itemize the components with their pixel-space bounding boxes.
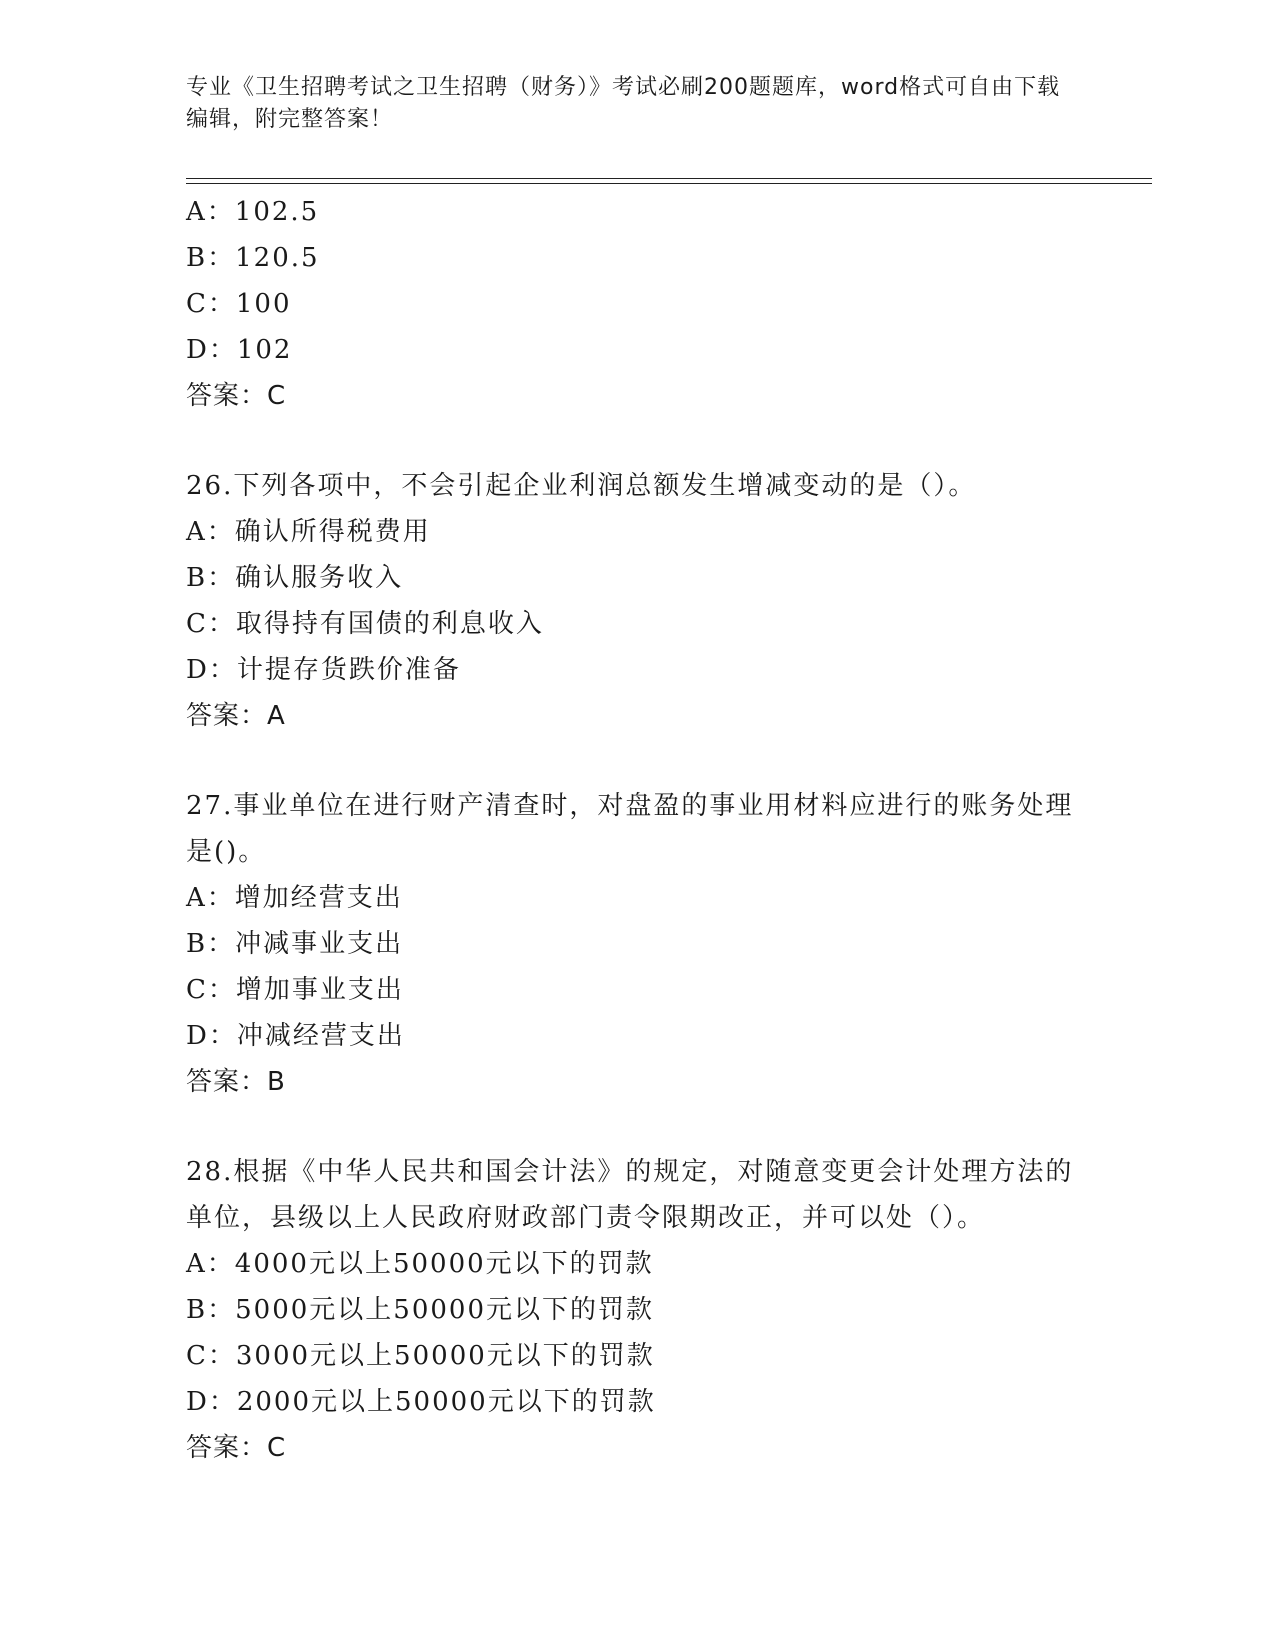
previous-question-block <box>186 189 1086 419</box>
answer-line: 答案：C <box>186 381 287 411</box>
option-c: C：100 <box>186 289 292 319</box>
option-a: A：102.5 <box>186 197 320 227</box>
question-26 <box>186 463 1086 739</box>
answer-line: 答案：B <box>186 1067 286 1097</box>
option-c: C：增加事业支出 <box>186 975 404 1005</box>
option-b: B：冲减事业支出 <box>186 929 404 959</box>
header-divider-bottom <box>186 183 1152 184</box>
option-d: D：计提存货跌价准备 <box>186 655 461 685</box>
answer-line: 答案：C <box>186 1433 287 1463</box>
option-a: A：确认所得税费用 <box>186 517 431 547</box>
option-b: B：120.5 <box>186 243 320 273</box>
header-divider-top <box>186 178 1152 179</box>
option-b: B：5000元以上50000元以下的罚款 <box>186 1295 654 1325</box>
answer-line: 答案：A <box>186 701 286 731</box>
question-stem: 27.事业单位在进行财产清查时，对盘盈的事业用材料应进行的账务处理是()。 <box>186 791 1074 867</box>
option-a: A：增加经营支出 <box>186 883 403 913</box>
option-d: D：2000元以上50000元以下的罚款 <box>186 1387 656 1417</box>
question-content <box>186 189 1086 1471</box>
document-header: 专业《卫生招聘考试之卫生招聘（财务）》考试必刷200题题库，word格式可自由下载编辑，附完整答案！ <box>186 75 1061 132</box>
option-c: C：3000元以上50000元以下的罚款 <box>186 1341 655 1371</box>
option-d: D：102 <box>186 335 293 365</box>
question-27 <box>186 783 1086 1105</box>
option-c: C：取得持有国债的利息收入 <box>186 609 544 639</box>
question-stem: 26.下列各项中，不会引起企业利润总额发生增减变动的是（）。 <box>186 471 977 501</box>
question-28 <box>186 1149 1086 1471</box>
option-d: D：冲减经营支出 <box>186 1021 405 1051</box>
option-b: B：确认服务收入 <box>186 563 404 593</box>
option-a: A：4000元以上50000元以下的罚款 <box>186 1249 654 1279</box>
question-stem: 28.根据《中华人民共和国会计法》的规定，对随意变更会计处理方法的单位，县级以上人民政府财政部门责令限期改正，并可以处（）。 <box>186 1157 1074 1233</box>
